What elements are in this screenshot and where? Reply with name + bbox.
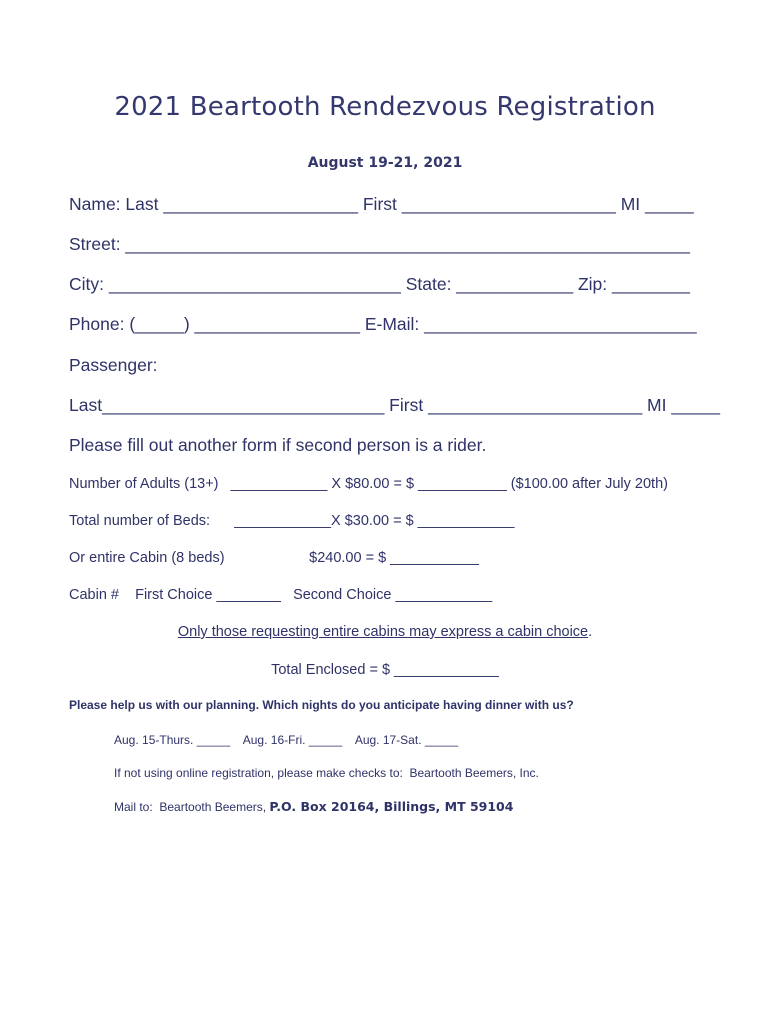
dinner-question: Please help us with our planning. Which nights do you anticipate having dinner with us? (69, 698, 574, 712)
mail-to-line (114, 799, 513, 814)
adults-fee-line: Number of Adults (13+) ____________ X $80.00 = $ ___________ ($100.00 after July 20th) (69, 476, 668, 492)
beds-fee-line: Total number of Beds: ____________X $30.00 = $ ____________ (69, 513, 515, 529)
passenger-name-line: Last_____________________________ First ______________________ MI _____ (69, 395, 721, 415)
cabin-choice-note-period: . (588, 624, 593, 640)
cabin-fee-line: Or entire Cabin (8 beds) $240.00 = $ ___________ (69, 550, 479, 566)
passenger-label: Passenger: (69, 355, 158, 375)
street-line: Street: __________________________________________________________ (69, 234, 690, 254)
total-enclosed-line: Total Enclosed = $ _____________ (271, 662, 499, 678)
second-rider-note: Please fill out another form if second person is a rider. (69, 435, 487, 455)
mail-to-prefix: Mail to: Beartooth Beemers, (114, 800, 270, 814)
city-state-zip-line: City: ______________________________ State: ____________ Zip: ________ (69, 274, 690, 294)
checks-payable-line: If not using online registration, please make checks to: Beartooth Beemers, Inc. (114, 766, 539, 780)
phone-email-line: Phone: (_____) _________________ E-Mail: ____________________________ (69, 314, 697, 334)
dinner-nights-line: Aug. 15-Thurs. _____ Aug. 16-Fri. _____ Aug. 17-Sat. _____ (114, 733, 459, 747)
mailing-address: P.O. Box 20164, Billings, MT 59104 (269, 799, 514, 814)
rider-name-line: Name: Last ____________________ First ______________________ MI _____ (69, 194, 694, 214)
cabin-choice-note (0, 624, 770, 640)
event-dates: August 19-21, 2021 (307, 155, 463, 171)
cabin-choice-note-text: Only those requesting entire cabins may express a cabin choice (177, 624, 589, 640)
form-title: 2021 Beartooth Rendezvous Registration (114, 92, 656, 122)
cabin-choice-line: Cabin # First Choice ________ Second Choice ____________ (69, 587, 493, 603)
